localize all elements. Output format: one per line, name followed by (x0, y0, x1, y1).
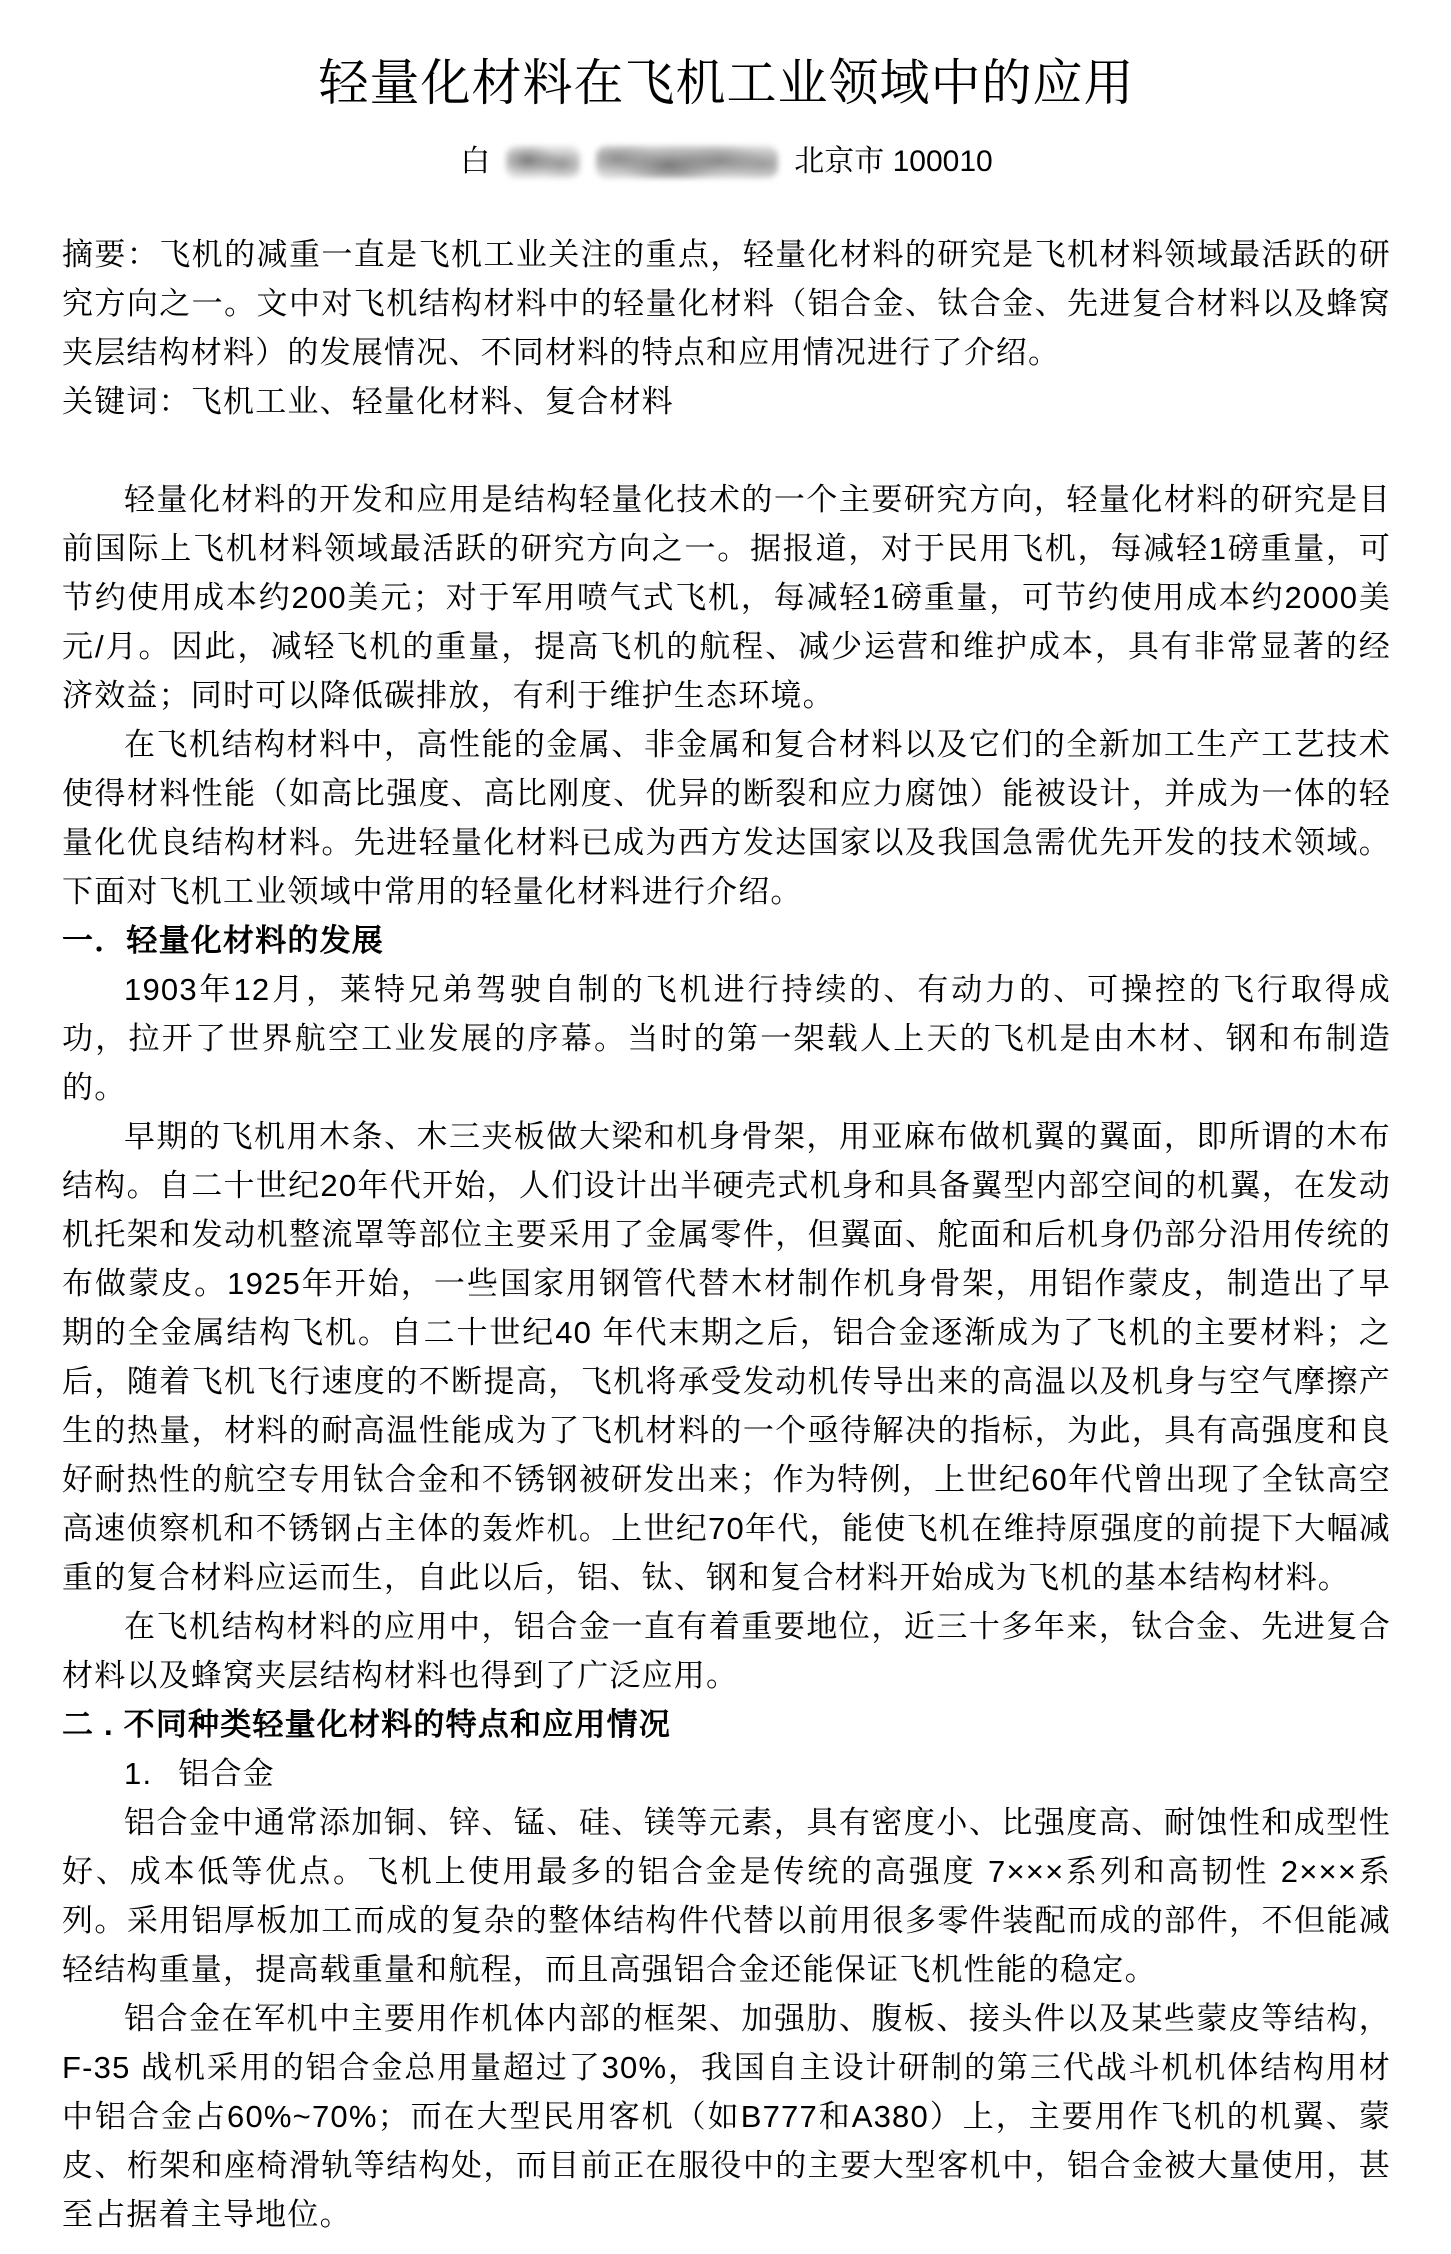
section-2-paragraph-2: 铝合金在军机中主要用作机体内部的框架、加强肋、腹板、接头件以及某些蒙皮等结构，F-35 战机采用的铝合金总用量超过了30%，我国自主设计研制的第三代战斗机机体结构用材中铝合金占60%~70%；而在大型民用客机（如B777和A380）上，主要用作飞机的机翼、蒙皮、桁架和座椅滑轨等结构处，而目前正在服役中的主要大型客机中，铝合金被大量使用，甚至占据着主导地位。 (62, 2001, 1391, 2232)
intro-paragraph-1: 轻量化材料的开发和应用是结构轻量化技术的一个主要研究方向，轻量化材料的研究是目前国际上飞机材料领域最活跃的研究方向之一。据报道，对于民用飞机，每减轻1磅重量，可节约使用成本约200美元；对于军用喷气式飞机，每减轻1磅重量，可节约使用成本约2000美元/月。因此，减轻飞机的重量，提高飞机的航程、减少运营和维护成本，具有非常显著的经济效益；同时可以降低碳排放，有利于维护生态环境。 (62, 482, 1391, 713)
section-2-paragraph-1: 铝合金中通常添加铜、锌、锰、硅、镁等元素，具有密度小、比强度高、耐蚀性和成型性好、成本低等优点。飞机上使用最多的铝合金是传统的高强度 7×××系列和高韧性 2×××系列。采用铝厚板加工而成的复杂的整体结构件代替以前用很多零件装配而成的部件，不但能减轻结构重量，提高载重量和航程，而且高强铝合金还能保证飞机性能的稳定。 (62, 1805, 1391, 1987)
author-surname: 白 (460, 145, 491, 178)
section-2-heading: 二 . 不同种类轻量化材料的特点和应用情况 (62, 1707, 672, 1742)
redaction-smudge (506, 146, 580, 178)
intro-paragraph-2: 在飞机结构材料中，高性能的金属、非金属和复合材料以及它们的全新加工生产工艺技术使得材料性能（如高比强度、高比刚度、优异的断裂和应力腐蚀）能被设计，并成为一体的轻量化优良结构材料。先进轻量化材料已成为西方发达国家以及我国急需优先开发的技术领域。下面对飞机工业领域中常用的轻量化材料进行介绍。 (62, 727, 1391, 909)
subsection-1-number: 1. (124, 1756, 153, 1791)
section-1-paragraph-1: 1903年12月，莱特兄弟驾驶自制的飞机进行持续的、有动力的、可操控的飞行取得成功，拉开了世界航空工业发展的序幕。当时的第一架载人上天的飞机是由木材、钢和布制造的。 (62, 972, 1391, 1105)
section-1-paragraph-3: 在飞机结构材料的应用中，铝合金一直有着重要地位，近三十多年来，钛合金、先进复合材料以及蜂窝夹层结构材料也得到了广泛应用。 (62, 1609, 1391, 1693)
subsection-1-title-line (62, 1749, 1391, 1798)
section-1-paragraph-2: 早期的飞机用木条、木三夹板做大梁和机身骨架，用亚麻布做机翼的翼面，即所谓的木布结构。自二十世纪20年代开始，人们设计出半硬壳式机身和具备翼型内部空间的机翼，在发动机托架和发动机整流罩等部位主要采用了金属零件，但翼面、舵面和后机身仍部分沿用传统的布做蒙皮。1925年开始，一些国家用钢管代替木材制作机身骨架，用铝作蒙皮，制造出了早期的全金属结构飞机。自二十世纪40 年代末期之后，铝合金逐渐成为了飞机的主要材料；之后，随着飞机飞行速度的不断提高，飞机将承受发动机传导出来的高温以及机身与空气摩擦产生的热量，材料的耐高温性能成为了飞机材料的一个亟待解决的指标，为此，具有高强度和良好耐热性的航空专用钛合金和不锈钢被研发出来；作为特例，上世纪60年代曾出现了全钛高空高速侦察机和不锈钢占主体的轰炸机。上世纪70年代，能使飞机在维持原强度的前提下大幅减重的复合材料应运而生，自此以后，铝、钛、钢和复合材料开始成为飞机的基本结构材料。 (62, 1119, 1391, 1595)
blank-line (62, 426, 1391, 475)
author-line (62, 140, 1391, 184)
author-location: 北京市 100010 (794, 145, 993, 178)
page-title: 轻量化材料在飞机工业领域中的应用 (318, 55, 1135, 111)
section-1-heading: 一．轻量化材料的发展 (62, 923, 384, 958)
abstract-paragraph: 摘要：飞机的减重一直是飞机工业关注的重点，轻量化材料的研究是飞机材料领域最活跃的研究方向之一。文中对飞机结构材料中的轻量化材料（铝合金、钛合金、先进复合材料以及蜂窝夹层结构材料）的发展情况、不同材料的特点和应用情况进行了介绍。 (62, 237, 1391, 370)
keywords-line: 关键词：飞机工业、轻量化材料、复合材料 (62, 384, 674, 419)
subsection-1-title: 铝合金 (178, 1756, 275, 1791)
redaction-smudge (596, 146, 778, 178)
document-body (62, 230, 1391, 2239)
